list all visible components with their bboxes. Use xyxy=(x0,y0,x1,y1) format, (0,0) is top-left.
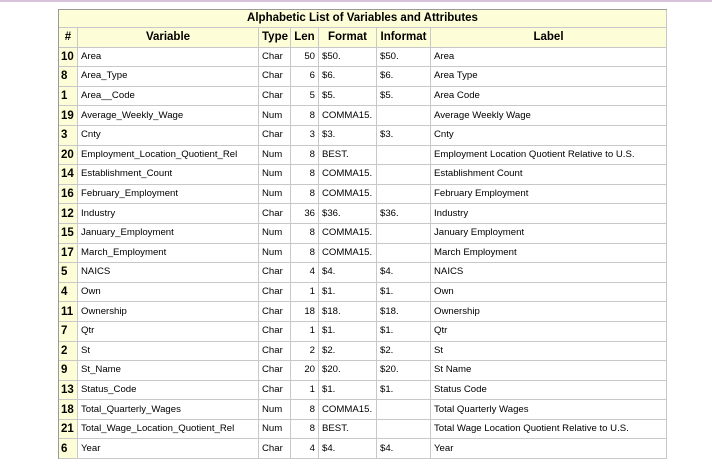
format-cell: $18. xyxy=(319,302,377,322)
variable-cell: Year xyxy=(78,439,259,459)
format-cell: COMMA15. xyxy=(319,224,377,244)
informat-cell: $4. xyxy=(377,439,431,459)
len-cell: 8 xyxy=(291,244,319,264)
row-number-cell: 10 xyxy=(59,48,78,68)
column-header-len: Len xyxy=(291,28,319,48)
format-cell: COMMA15. xyxy=(319,165,377,185)
format-cell: $1. xyxy=(319,381,377,401)
variable-cell: February_Employment xyxy=(78,185,259,205)
table-row xyxy=(59,244,667,264)
table-row xyxy=(59,439,667,459)
type-cell: Char xyxy=(259,322,291,342)
format-cell: $2. xyxy=(319,342,377,362)
variable-cell: Establishment_Count xyxy=(78,165,259,185)
label-cell: Qtr xyxy=(431,322,667,342)
type-cell: Char xyxy=(259,439,291,459)
label-cell: February Employment xyxy=(431,185,667,205)
label-cell: Area Type xyxy=(431,67,667,87)
informat-cell: $6. xyxy=(377,67,431,87)
informat-cell: $2. xyxy=(377,342,431,362)
len-cell: 4 xyxy=(291,439,319,459)
row-number-cell: 17 xyxy=(59,244,78,264)
row-number-cell: 20 xyxy=(59,146,78,166)
len-cell: 6 xyxy=(291,67,319,87)
format-cell: $3. xyxy=(319,126,377,146)
row-number-cell: 14 xyxy=(59,165,78,185)
row-number-cell: 21 xyxy=(59,420,78,440)
variable-cell: Area xyxy=(78,48,259,68)
table-row xyxy=(59,381,667,401)
variable-cell: Area__Code xyxy=(78,87,259,107)
type-cell: Char xyxy=(259,302,291,322)
column-header-num: # xyxy=(59,28,78,48)
row-number-cell: 8 xyxy=(59,67,78,87)
table-row xyxy=(59,224,667,244)
format-cell: $4. xyxy=(319,263,377,283)
column-header-variable: Variable xyxy=(78,28,259,48)
type-cell: Char xyxy=(259,126,291,146)
column-header-label: Label xyxy=(431,28,667,48)
row-number-cell: 12 xyxy=(59,204,78,224)
variables-table-container xyxy=(58,9,667,459)
format-cell: $5. xyxy=(319,87,377,107)
format-cell: COMMA15. xyxy=(319,185,377,205)
variable-cell: Area_Type xyxy=(78,67,259,87)
type-cell: Num xyxy=(259,420,291,440)
len-cell: 4 xyxy=(291,263,319,283)
informat-cell: $50. xyxy=(377,48,431,68)
type-cell: Num xyxy=(259,185,291,205)
table-row xyxy=(59,263,667,283)
len-cell: 1 xyxy=(291,322,319,342)
label-cell: Own xyxy=(431,283,667,303)
format-cell: COMMA15. xyxy=(319,106,377,126)
table-row xyxy=(59,48,667,68)
type-cell: Char xyxy=(259,48,291,68)
table-header-row xyxy=(59,28,667,48)
informat-cell xyxy=(377,185,431,205)
informat-cell: $20. xyxy=(377,361,431,381)
informat-cell: $18. xyxy=(377,302,431,322)
column-header-informat: Informat xyxy=(377,28,431,48)
row-number-cell: 6 xyxy=(59,439,78,459)
label-cell: NAICS xyxy=(431,263,667,283)
table-row xyxy=(59,283,667,303)
table-row xyxy=(59,342,667,362)
len-cell: 8 xyxy=(291,106,319,126)
table-row xyxy=(59,420,667,440)
row-number-cell: 11 xyxy=(59,302,78,322)
len-cell: 1 xyxy=(291,381,319,401)
len-cell: 8 xyxy=(291,165,319,185)
type-cell: Char xyxy=(259,263,291,283)
type-cell: Char xyxy=(259,87,291,107)
informat-cell xyxy=(377,420,431,440)
table-row xyxy=(59,204,667,224)
len-cell: 1 xyxy=(291,283,319,303)
table-title: Alphabetic List of Variables and Attributes xyxy=(59,10,667,28)
informat-cell: $1. xyxy=(377,322,431,342)
table-row xyxy=(59,302,667,322)
row-number-cell: 18 xyxy=(59,400,78,420)
variable-cell: Qtr xyxy=(78,322,259,342)
type-cell: Num xyxy=(259,244,291,264)
label-cell: March Employment xyxy=(431,244,667,264)
row-number-cell: 19 xyxy=(59,106,78,126)
table-body xyxy=(59,48,667,459)
informat-cell: $5. xyxy=(377,87,431,107)
column-header-format: Format xyxy=(319,28,377,48)
format-cell: COMMA15. xyxy=(319,244,377,264)
variable-cell: St xyxy=(78,342,259,362)
informat-cell xyxy=(377,165,431,185)
variable-cell: St_Name xyxy=(78,361,259,381)
informat-cell: $3. xyxy=(377,126,431,146)
informat-cell xyxy=(377,400,431,420)
format-cell: $20. xyxy=(319,361,377,381)
format-cell: $1. xyxy=(319,283,377,303)
table-row xyxy=(59,87,667,107)
variable-cell: Status_Code xyxy=(78,381,259,401)
type-cell: Char xyxy=(259,204,291,224)
format-cell: $6. xyxy=(319,67,377,87)
informat-cell xyxy=(377,106,431,126)
len-cell: 8 xyxy=(291,224,319,244)
informat-cell: $36. xyxy=(377,204,431,224)
len-cell: 2 xyxy=(291,342,319,362)
informat-cell: $4. xyxy=(377,263,431,283)
label-cell: Average Weekly Wage xyxy=(431,106,667,126)
type-cell: Char xyxy=(259,381,291,401)
type-cell: Char xyxy=(259,67,291,87)
variable-cell: Total_Quarterly_Wages xyxy=(78,400,259,420)
len-cell: 5 xyxy=(291,87,319,107)
table-row xyxy=(59,185,667,205)
format-cell: BEST. xyxy=(319,420,377,440)
row-number-cell: 1 xyxy=(59,87,78,107)
type-cell: Num xyxy=(259,106,291,126)
table-row xyxy=(59,106,667,126)
len-cell: 50 xyxy=(291,48,319,68)
row-number-cell: 3 xyxy=(59,126,78,146)
column-header-type: Type xyxy=(259,28,291,48)
row-number-cell: 13 xyxy=(59,381,78,401)
label-cell: Total Quarterly Wages xyxy=(431,400,667,420)
len-cell: 8 xyxy=(291,146,319,166)
variable-cell: Industry xyxy=(78,204,259,224)
format-cell: $36. xyxy=(319,204,377,224)
variable-cell: Own xyxy=(78,283,259,303)
label-cell: Area Code xyxy=(431,87,667,107)
row-number-cell: 7 xyxy=(59,322,78,342)
variable-cell: January_Employment xyxy=(78,224,259,244)
variable-cell: Ownership xyxy=(78,302,259,322)
len-cell: 20 xyxy=(291,361,319,381)
row-number-cell: 4 xyxy=(59,283,78,303)
variable-cell: March_Employment xyxy=(78,244,259,264)
label-cell: Employment Location Quotient Relative to U.S. xyxy=(431,146,667,166)
format-cell: $1. xyxy=(319,322,377,342)
row-number-cell: 15 xyxy=(59,224,78,244)
informat-cell xyxy=(377,224,431,244)
informat-cell: $1. xyxy=(377,283,431,303)
format-cell: COMMA15. xyxy=(319,400,377,420)
len-cell: 8 xyxy=(291,400,319,420)
row-number-cell: 5 xyxy=(59,263,78,283)
len-cell: 18 xyxy=(291,302,319,322)
table-row xyxy=(59,361,667,381)
label-cell: Ownership xyxy=(431,302,667,322)
row-number-cell: 9 xyxy=(59,361,78,381)
informat-cell xyxy=(377,146,431,166)
top-divider xyxy=(0,0,712,2)
informat-cell: $1. xyxy=(377,381,431,401)
label-cell: January Employment xyxy=(431,224,667,244)
variable-cell: Employment_Location_Quotient_Rel xyxy=(78,146,259,166)
variables-table xyxy=(58,9,667,459)
type-cell: Num xyxy=(259,165,291,185)
len-cell: 36 xyxy=(291,204,319,224)
len-cell: 3 xyxy=(291,126,319,146)
len-cell: 8 xyxy=(291,185,319,205)
table-row xyxy=(59,322,667,342)
variable-cell: Average_Weekly_Wage xyxy=(78,106,259,126)
informat-cell xyxy=(377,244,431,264)
row-number-cell: 16 xyxy=(59,185,78,205)
table-row xyxy=(59,67,667,87)
row-number-cell: 2 xyxy=(59,342,78,362)
label-cell: Status Code xyxy=(431,381,667,401)
variable-cell: NAICS xyxy=(78,263,259,283)
table-row xyxy=(59,400,667,420)
label-cell: Year xyxy=(431,439,667,459)
type-cell: Num xyxy=(259,224,291,244)
len-cell: 8 xyxy=(291,420,319,440)
table-row xyxy=(59,146,667,166)
type-cell: Num xyxy=(259,400,291,420)
type-cell: Char xyxy=(259,361,291,381)
format-cell: BEST. xyxy=(319,146,377,166)
label-cell: Cnty xyxy=(431,126,667,146)
table-row xyxy=(59,165,667,185)
variable-cell: Cnty xyxy=(78,126,259,146)
type-cell: Char xyxy=(259,283,291,303)
type-cell: Num xyxy=(259,146,291,166)
label-cell: Total Wage Location Quotient Relative to U.S. xyxy=(431,420,667,440)
label-cell: Industry xyxy=(431,204,667,224)
table-row xyxy=(59,126,667,146)
format-cell: $4. xyxy=(319,439,377,459)
variable-cell: Total_Wage_Location_Quotient_Rel xyxy=(78,420,259,440)
table-caption-row xyxy=(59,10,667,28)
type-cell: Char xyxy=(259,342,291,362)
label-cell: Establishment Count xyxy=(431,165,667,185)
label-cell: St xyxy=(431,342,667,362)
label-cell: St Name xyxy=(431,361,667,381)
label-cell: Area xyxy=(431,48,667,68)
format-cell: $50. xyxy=(319,48,377,68)
